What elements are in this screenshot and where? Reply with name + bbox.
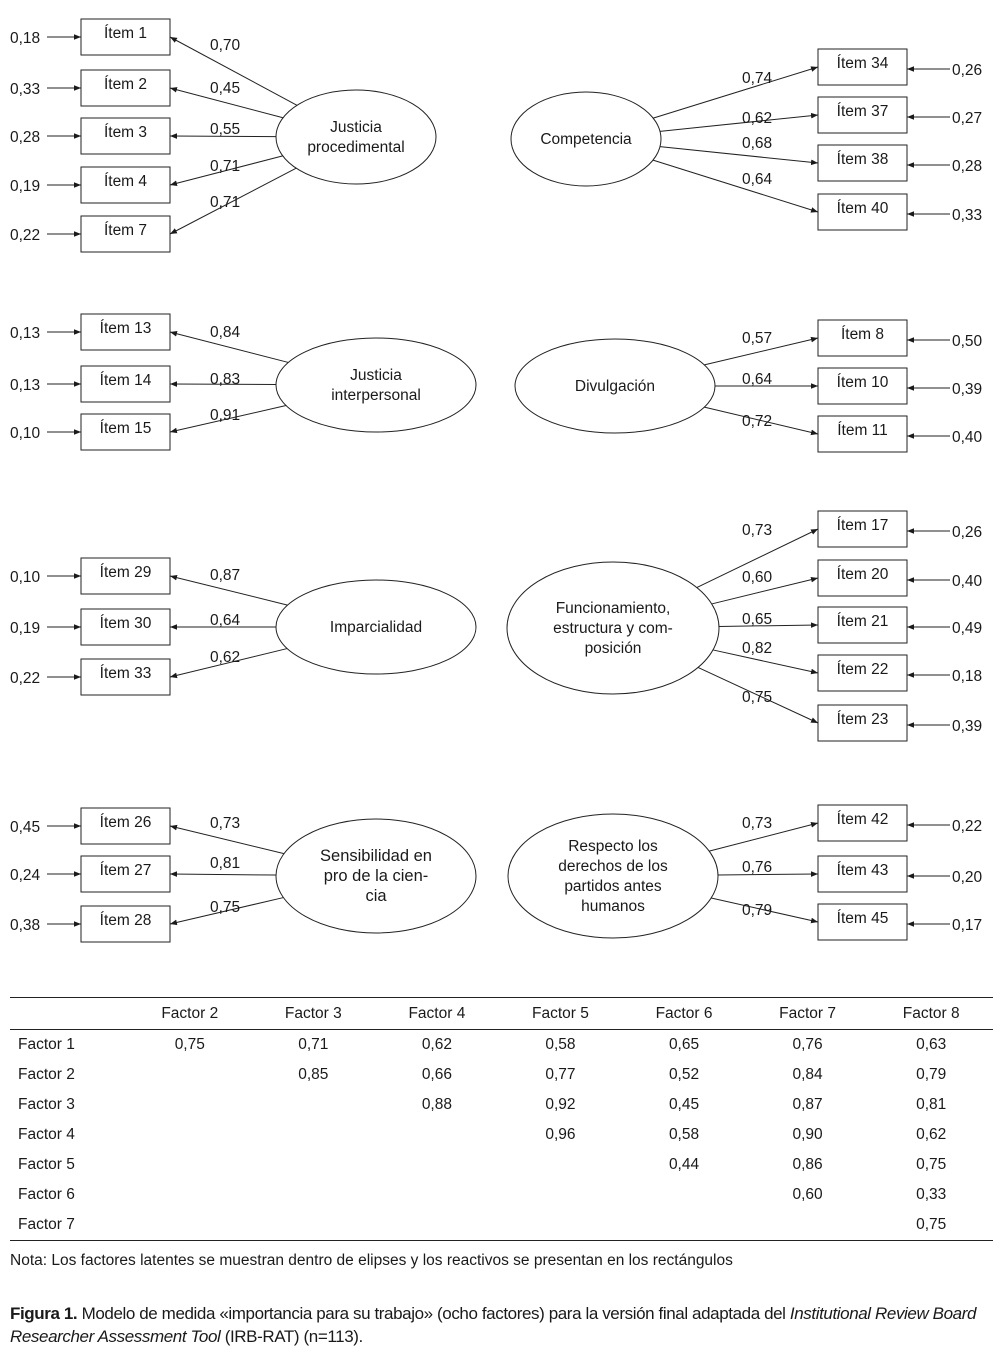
error-value: 0,38	[10, 917, 41, 934]
item-label: Ítem 15	[99, 420, 152, 437]
table-corner	[10, 998, 128, 1030]
error-value: 0,13	[10, 325, 41, 342]
latent-factor-ellipse	[276, 90, 436, 184]
loading-value: 0,73	[210, 815, 241, 832]
item-label: Ítem 22	[836, 661, 889, 678]
error-value: 0,10	[10, 569, 41, 586]
table-cell: 0,86	[792, 1156, 823, 1173]
loading-value: 0,83	[210, 371, 241, 388]
item-label: Ítem 17	[836, 517, 889, 534]
error-value: 0,18	[10, 30, 41, 47]
error-value: 0,19	[10, 620, 41, 637]
table-row	[10, 1090, 993, 1120]
error-value: 0,28	[952, 158, 983, 175]
table-cell	[128, 1090, 252, 1120]
error-value: 0,33	[952, 207, 983, 224]
table-cell: 0,75	[174, 1036, 205, 1053]
error-value: 0,22	[10, 670, 41, 687]
row-label: Factor 2	[18, 1066, 75, 1083]
loading-value: 0,68	[742, 135, 773, 152]
loading-value: 0,62	[742, 110, 773, 127]
table-cell: 0,58	[545, 1036, 576, 1053]
item-label: Ítem 2	[103, 76, 148, 93]
loading-value: 0,60	[742, 569, 773, 586]
table-cell: 0,63	[916, 1036, 947, 1053]
item-label: Ítem 33	[99, 665, 152, 682]
loading-value: 0,71	[210, 158, 241, 175]
item-label: Ítem 10	[836, 374, 889, 391]
table-cell: 0,79	[916, 1066, 947, 1083]
error-value: 0,26	[952, 524, 983, 541]
table-row	[10, 1180, 993, 1210]
error-value: 0,20	[952, 869, 983, 886]
error-value: 0,39	[952, 718, 983, 735]
table-cell	[499, 1150, 623, 1180]
table-header-row	[10, 998, 993, 1030]
error-value: 0,33	[10, 81, 41, 98]
item-label: Ítem 26	[99, 814, 152, 831]
factor-label: Divulgación	[574, 378, 656, 395]
table-cell: 0,85	[298, 1066, 329, 1083]
loading-path	[653, 67, 818, 118]
column-header: Factor 2	[161, 1004, 219, 1022]
table-cell: 0,62	[916, 1126, 947, 1143]
factor-label: Justicia	[330, 119, 382, 136]
table-cell: 0,76	[792, 1036, 823, 1053]
item-label: Ítem 14	[99, 372, 152, 389]
table-row	[10, 1210, 993, 1241]
table-cell	[622, 1180, 746, 1210]
row-label: Factor 6	[18, 1186, 75, 1203]
item-label: Ítem 37	[836, 103, 889, 120]
loading-value: 0,64	[742, 171, 773, 188]
loading-value: 0,71	[210, 194, 241, 211]
table-cell: 0,77	[545, 1066, 576, 1083]
column-header: Factor 5	[532, 1004, 589, 1022]
figure-caption	[10, 1302, 995, 1348]
table-row	[10, 1030, 993, 1061]
error-value: 0,17	[952, 917, 983, 934]
item-label: Ítem 20	[836, 566, 889, 583]
error-value: 0,50	[952, 333, 983, 350]
loading-value: 0,64	[742, 371, 773, 388]
table-cell: 0,66	[421, 1066, 452, 1083]
column-header: Factor 4	[408, 1004, 466, 1022]
latent-factor-ellipse	[508, 814, 718, 938]
item-label: Ítem 38	[836, 151, 889, 168]
column-header: Factor 7	[779, 1004, 837, 1022]
table-cell	[252, 1210, 376, 1241]
factor-label: posición	[584, 640, 642, 657]
factor-label: partidos antes	[564, 878, 662, 895]
item-label: Ítem 8	[840, 326, 885, 343]
table-cell	[128, 1180, 252, 1210]
row-label: Factor 1	[18, 1036, 75, 1053]
item-label: Ítem 11	[837, 422, 888, 439]
table-cell	[499, 1180, 623, 1210]
figure-note: Nota: Los factores latentes se muestran dentro de elipses y los reactivos se presentan en los rectángulos	[10, 1252, 733, 1269]
row-label: Factor 5	[18, 1156, 75, 1173]
factor-label: Sensibilidad en	[320, 847, 432, 865]
table-cell	[252, 1180, 376, 1210]
error-value: 0,45	[10, 819, 41, 836]
table-row	[10, 1060, 993, 1090]
table-cell: 0,62	[421, 1036, 452, 1053]
error-value: 0,19	[10, 178, 41, 195]
loading-value: 0,82	[742, 640, 773, 657]
factor-label: Imparcialidad	[329, 619, 423, 636]
loading-value: 0,91	[210, 407, 241, 424]
table-cell	[128, 1120, 252, 1150]
table-cell: 0,44	[668, 1156, 700, 1173]
table-cell	[622, 1210, 746, 1241]
error-value: 0,49	[952, 620, 983, 637]
factor-label: estructura y com-	[553, 620, 673, 637]
column-header: Factor 6	[655, 1004, 713, 1022]
table-cell: 0,45	[668, 1096, 700, 1113]
item-label: Ítem 23	[836, 711, 889, 728]
error-value: 0,40	[952, 573, 983, 590]
item-label: Ítem 43	[836, 862, 889, 879]
table-cell	[746, 1210, 870, 1241]
error-value: 0,26	[952, 62, 983, 79]
item-label: Ítem 30	[99, 615, 152, 632]
table-cell: 0,88	[421, 1096, 452, 1113]
column-header: Factor 8	[902, 1004, 960, 1022]
table-cell	[128, 1150, 252, 1180]
loading-path	[653, 160, 818, 212]
item-label: Ítem 4	[103, 173, 148, 190]
factor-label: Competencia	[540, 131, 632, 148]
error-value: 0,10	[10, 425, 41, 442]
row-label: Factor 7	[18, 1216, 75, 1233]
loading-value: 0,76	[742, 859, 773, 876]
error-value: 0,27	[952, 110, 983, 127]
loading-value: 0,45	[210, 80, 241, 97]
table-row	[10, 1150, 993, 1180]
loading-path	[660, 147, 818, 163]
loading-value: 0,79	[742, 902, 773, 919]
row-label: Factor 3	[18, 1096, 75, 1113]
table-cell: 0,52	[668, 1066, 700, 1083]
item-label: Ítem 13	[99, 320, 152, 337]
factor-label: cia	[365, 887, 387, 905]
loading-value: 0,65	[742, 611, 773, 628]
table-cell	[499, 1210, 623, 1241]
caption-label: Figura 1.	[10, 1304, 78, 1323]
loading-value: 0,70	[210, 37, 241, 54]
loading-value: 0,72	[742, 413, 773, 430]
table-cell: 0,87	[792, 1096, 823, 1113]
caption-italic-title: Institutional Review Board Researcher Assessment Tool	[10, 1304, 977, 1346]
caption-text: Modelo de medida «importancia para su trabajo» (ocho factores) para la versión final adaptada del	[77, 1304, 790, 1323]
factor-label: Respecto los	[568, 838, 658, 855]
item-label: Ítem 7	[103, 222, 148, 239]
error-value: 0,40	[952, 429, 983, 446]
table-cell: 0,84	[792, 1066, 823, 1083]
table-cell: 0,58	[668, 1126, 700, 1143]
caption-text-end: (IRB-RAT) (n=113).	[220, 1327, 363, 1346]
table-cell	[252, 1120, 376, 1150]
loading-value: 0,75	[210, 899, 241, 916]
item-label: Ítem 21	[836, 613, 889, 630]
loading-value: 0,74	[742, 70, 773, 87]
table-cell	[375, 1120, 499, 1150]
table-cell	[128, 1060, 252, 1090]
table-cell: 0,75	[916, 1156, 947, 1173]
error-value: 0,13	[10, 377, 41, 394]
loading-value: 0,57	[742, 330, 773, 347]
factor-label: humanos	[581, 898, 645, 915]
loading-value: 0,84	[210, 324, 241, 341]
latent-factor-ellipse	[276, 338, 476, 432]
table-cell: 0,96	[545, 1126, 576, 1143]
item-label: Ítem 40	[836, 200, 889, 217]
table-cell: 0,75	[916, 1216, 947, 1233]
factor-label: pro de la cien-	[323, 867, 429, 885]
item-label: Ítem 28	[99, 912, 152, 929]
table-cell: 0,92	[545, 1096, 576, 1113]
table-cell	[375, 1180, 499, 1210]
factor-label: Funcionamiento,	[555, 600, 671, 617]
item-label: Ítem 3	[103, 124, 148, 141]
loading-value: 0,55	[210, 121, 241, 138]
table-row	[10, 1120, 993, 1150]
factor-label: Justicia	[350, 367, 402, 384]
item-label: Ítem 1	[103, 25, 148, 42]
factor-label: procedimental	[307, 139, 405, 156]
factor-label: interpersonal	[331, 387, 421, 404]
error-value: 0,24	[10, 867, 41, 884]
item-label: Ítem 34	[836, 55, 889, 72]
table-cell: 0,60	[792, 1186, 823, 1203]
error-value: 0,22	[952, 818, 983, 835]
error-value: 0,18	[952, 668, 983, 685]
item-label: Ítem 27	[99, 862, 152, 879]
column-header: Factor 3	[284, 1004, 342, 1022]
error-value: 0,39	[952, 381, 983, 398]
error-value: 0,22	[10, 227, 41, 244]
factor-correlation-table	[10, 997, 993, 1241]
loading-value: 0,64	[210, 612, 241, 629]
table-cell	[375, 1150, 499, 1180]
row-label: Factor 4	[18, 1126, 75, 1143]
item-label: Ítem 29	[99, 564, 152, 581]
table-cell: 0,65	[668, 1036, 700, 1053]
loading-path	[170, 874, 276, 875]
loading-value: 0,62	[210, 649, 241, 666]
table-cell: 0,71	[298, 1036, 329, 1053]
table-cell	[252, 1090, 376, 1120]
loading-value: 0,87	[210, 567, 241, 584]
table-cell: 0,33	[916, 1186, 947, 1203]
factor-label: derechos de los	[558, 858, 668, 875]
item-label: Ítem 42	[836, 811, 889, 828]
table-cell	[252, 1150, 376, 1180]
loading-path	[660, 115, 818, 131]
loading-value: 0,73	[742, 522, 773, 539]
error-value: 0,28	[10, 129, 41, 146]
loading-value: 0,81	[210, 855, 241, 872]
table-cell: 0,81	[916, 1096, 947, 1113]
table-cell	[128, 1210, 252, 1241]
loading-value: 0,73	[742, 815, 773, 832]
table-cell	[375, 1210, 499, 1241]
item-label: Ítem 45	[836, 910, 889, 927]
loading-value: 0,75	[742, 689, 773, 706]
table-cell: 0,90	[792, 1126, 823, 1143]
